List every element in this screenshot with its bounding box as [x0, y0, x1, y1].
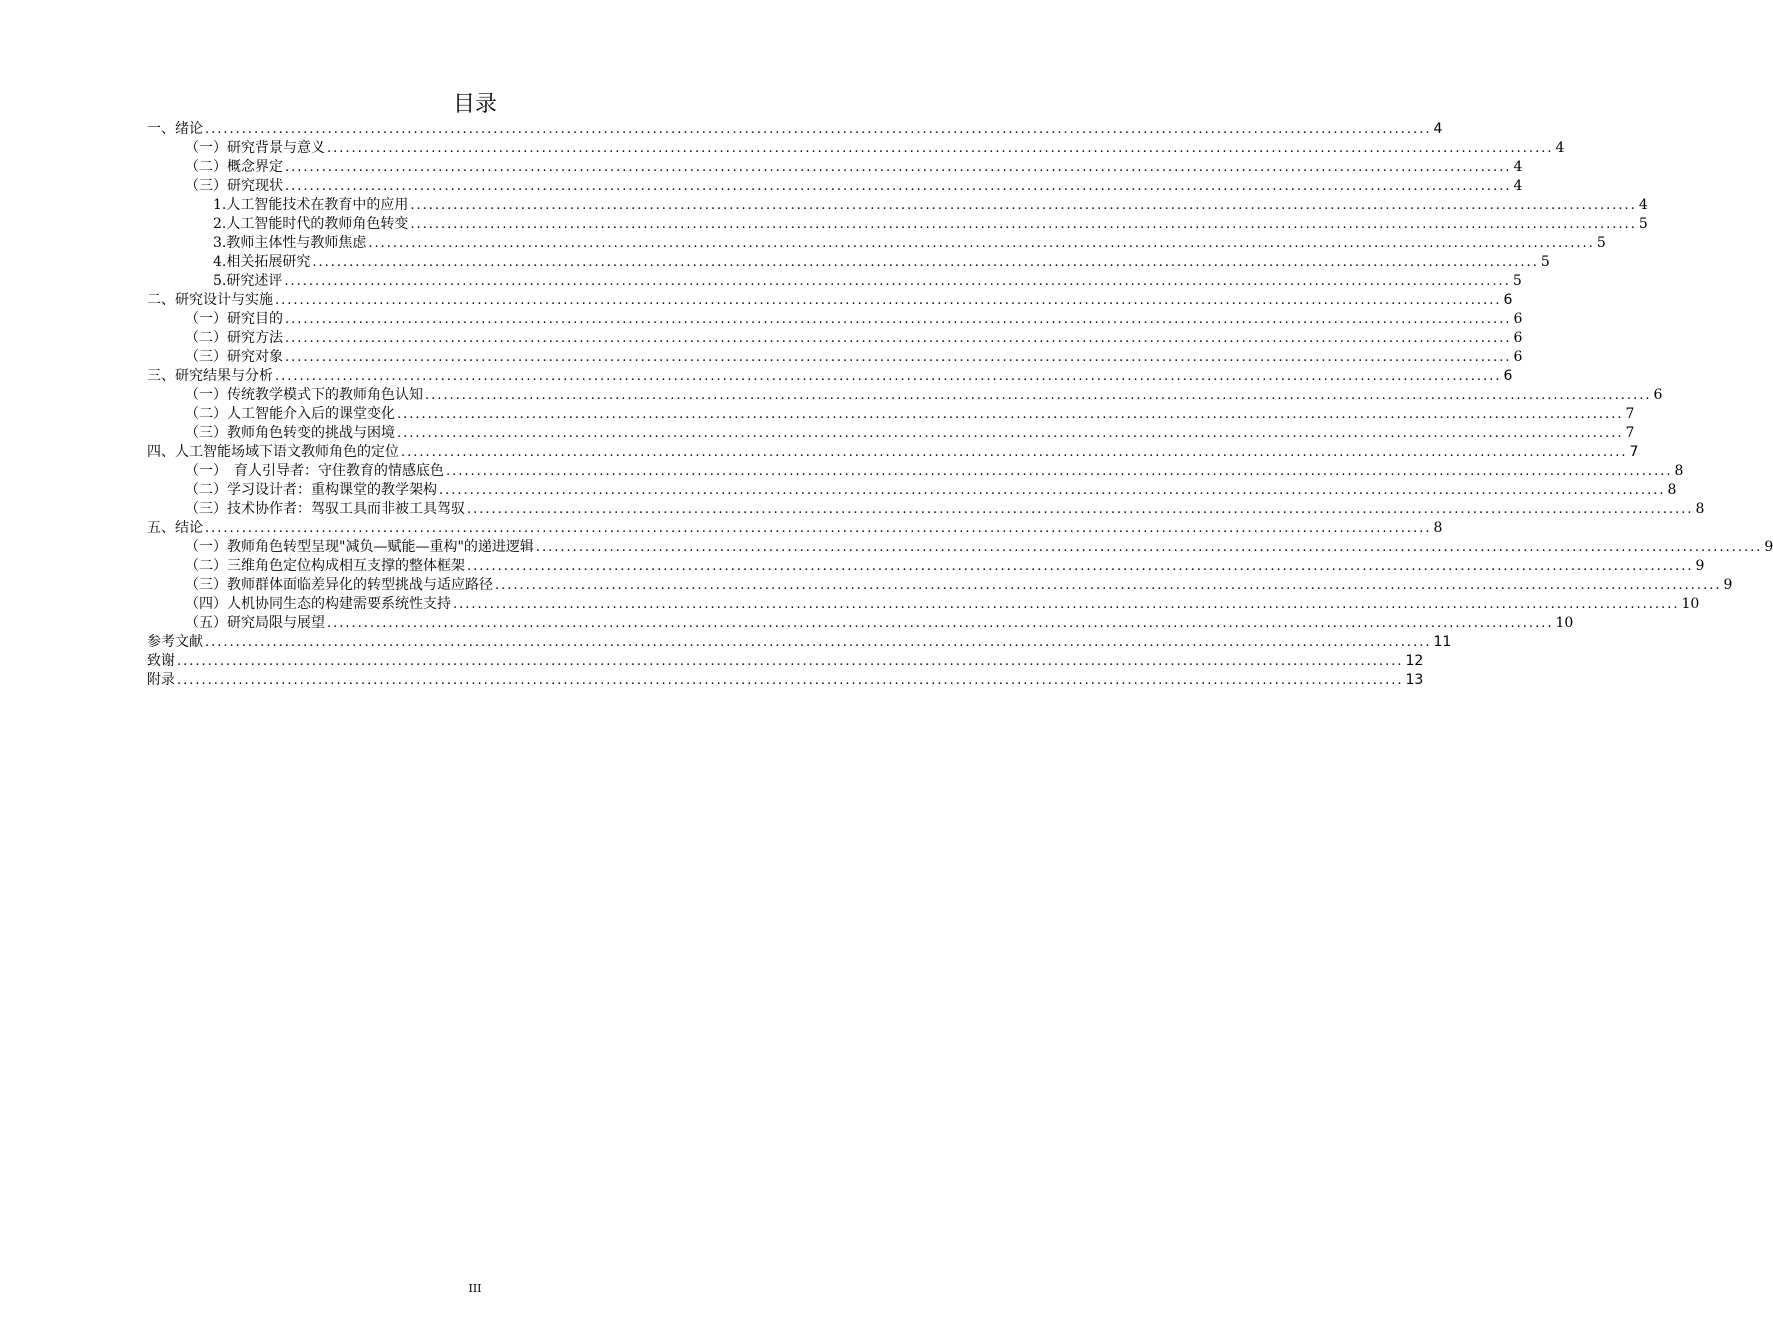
toc-entry-page: 5 [1638, 216, 1648, 232]
toc-leader-dots: ........................................................................................................................................................................................................ [285, 312, 1512, 327]
toc-entry[interactable] [147, 462, 1684, 481]
toc-entry-page: 10 [1555, 615, 1574, 631]
toc-entry[interactable] [147, 481, 1677, 500]
toc-entry-page: 12 [1405, 653, 1424, 669]
toc-entry-page: 8 [1667, 482, 1677, 498]
toc-entry-page: 9 [1764, 539, 1773, 555]
toc-entry[interactable] [147, 500, 1705, 519]
toc-entry-label: 二、研究设计与实施 [147, 292, 273, 308]
toc-entry[interactable] [147, 614, 1574, 633]
toc-entry-label: 附录 [147, 672, 175, 688]
toc-entry-page: 5 [1512, 273, 1522, 289]
toc-entry-label: （一）教师角色转型呈现"减负—赋能—重构"的递进逻辑 [185, 539, 534, 555]
toc-entry-label: （二）三维角色定位构成相互支撑的整体框架 [185, 558, 465, 574]
toc-entry-page: 4 [1638, 197, 1648, 213]
toc-leader-dots: ........................................................................................................................................................................................................ [327, 141, 1554, 156]
toc-entry[interactable] [147, 348, 1523, 367]
toc-entry-page: 7 [1629, 444, 1639, 460]
toc-leader-dots: ........................................................................................................................................................................................................ [285, 331, 1512, 346]
toc-leader-dots: ........................................................................................................................................................................................................ [397, 426, 1624, 441]
toc-entry-label: 5.研究述评 [213, 273, 283, 289]
toc-entry[interactable] [147, 538, 1773, 557]
page-number: III [468, 1282, 482, 1295]
toc-entry-label: （一）传统教学模式下的教师角色认知 [185, 387, 423, 403]
toc-entry-label: （三）技术协作者：驾驭工具而非被工具驾驭 [185, 501, 465, 517]
toc-leader-dots: ........................................................................................................................................................................................................ [285, 350, 1512, 365]
toc-entry-page: 9 [1723, 577, 1733, 593]
toc-entry[interactable] [147, 576, 1733, 595]
toc-entry-label: 三、研究结果与分析 [147, 368, 273, 384]
toc-entry-label: （三）研究对象 [185, 349, 283, 365]
toc-entry-page: 6 [1653, 387, 1663, 403]
toc-entry[interactable] [147, 595, 1700, 614]
toc-leader-dots: ........................................................................................................................................................................................................ [275, 369, 1502, 384]
toc-entry-label: 参考文献 [147, 634, 203, 650]
toc-entry-label: （二）人工智能介入后的课堂变化 [185, 406, 395, 422]
toc-entry-page: 10 [1681, 596, 1700, 612]
toc-leader-dots: ........................................................................................................................................................................................................ [312, 255, 1539, 270]
toc-entry-page: 8 [1695, 501, 1705, 517]
toc-entry[interactable] [147, 367, 1513, 386]
toc-entry-page: 4 [1513, 178, 1523, 194]
toc-entry-label: 致谢 [147, 653, 175, 669]
toc-entry-label: （三）教师群体面临差异化的转型挑战与适应路径 [185, 577, 493, 593]
toc-entry[interactable] [147, 671, 1424, 690]
toc-entry[interactable] [147, 329, 1523, 348]
toc-entry-page: 5 [1540, 254, 1550, 270]
toc-entry-label: （一）研究目的 [185, 311, 283, 327]
toc-entry[interactable] [147, 310, 1523, 329]
toc-entry-label: （三）研究现状 [185, 178, 283, 194]
toc-entry[interactable] [147, 519, 1443, 538]
toc-entry[interactable] [147, 177, 1523, 196]
toc-entry-page: 6 [1513, 349, 1523, 365]
toc-entry[interactable] [147, 253, 1550, 272]
toc-leader-dots: ........................................................................................................................................................................................................ [327, 616, 1554, 631]
toc-entry-label: 2.人工智能时代的教师角色转变 [213, 216, 409, 232]
toc-leader-dots: ........................................................................................................................................................................................................ [410, 198, 1637, 213]
toc-entry-label: 一、绪论 [147, 121, 203, 137]
toc-entry[interactable] [147, 557, 1705, 576]
toc-entry[interactable] [147, 291, 1513, 310]
toc-entry[interactable] [147, 139, 1565, 158]
toc-leader-dots: ........................................................................................................................................................................................................ [205, 521, 1432, 536]
toc-entry-page: 13 [1405, 672, 1424, 688]
toc-entry[interactable] [147, 443, 1639, 462]
toc-leader-dots: ........................................................................................................................................................................................................ [446, 464, 1673, 479]
toc-entry-page: 6 [1513, 330, 1523, 346]
toc-entry[interactable] [147, 158, 1523, 177]
toc-entry[interactable] [147, 652, 1424, 671]
toc-leader-dots: ........................................................................................................................................................................................................ [439, 483, 1666, 498]
toc-entry[interactable] [147, 234, 1606, 253]
toc-entry-label: （三）教师角色转变的挑战与困境 [185, 425, 395, 441]
toc-entry-page: 4 [1555, 140, 1565, 156]
toc-leader-dots: ........................................................................................................................................................................................................ [410, 217, 1637, 232]
toc-entry-page: 4 [1513, 159, 1523, 175]
toc-leader-dots: ........................................................................................................................................................................................................ [401, 445, 1628, 460]
toc-leader-dots: ........................................................................................................................................................................................................ [285, 179, 1512, 194]
toc-entry[interactable] [147, 424, 1635, 443]
toc-entry-label: （一） 育人引导者：守住教育的情感底色 [185, 463, 444, 479]
toc-leader-dots: ........................................................................................................................................................................................................ [495, 578, 1722, 593]
toc-entry-page: 5 [1596, 235, 1606, 251]
toc-entry-page: 9 [1695, 558, 1705, 574]
toc-entry-page: 6 [1513, 311, 1523, 327]
toc-entry-label: （四）人机协同生态的构建需要系统性支持 [185, 596, 451, 612]
toc-leader-dots: ........................................................................................................................................................................................................ [467, 559, 1694, 574]
toc-entry[interactable] [147, 196, 1648, 215]
toc-leader-dots: ........................................................................................................................................................................................................ [177, 673, 1404, 688]
toc-entry[interactable] [147, 215, 1648, 234]
toc-leader-dots: ........................................................................................................................................................................................................ [397, 407, 1624, 422]
toc-entry-label: 3.教师主体性与教师焦虑 [213, 235, 367, 251]
toc-leader-dots: ........................................................................................................................................................................................................ [177, 654, 1404, 669]
toc-leader-dots: ........................................................................................................................................................................................................ [205, 635, 1432, 650]
toc-entry[interactable] [147, 405, 1635, 424]
toc-leader-dots: ........................................................................................................................................................................................................ [284, 274, 1511, 289]
toc-entry[interactable] [147, 386, 1663, 405]
toc-entry-label: （二）学习设计者：重构课堂的教学架构 [185, 482, 437, 498]
toc-entry-page: 7 [1625, 425, 1635, 441]
toc-entry[interactable] [147, 633, 1452, 652]
toc-entry-label: 1.人工智能技术在教育中的应用 [213, 197, 409, 213]
toc-leader-dots: ........................................................................................................................................................................................................ [453, 597, 1680, 612]
page-title: 目录 [452, 92, 497, 117]
toc-leader-dots: ........................................................................................................................................................................................................ [535, 540, 1763, 555]
toc-leader-dots: ........................................................................................................................................................................................................ [425, 388, 1652, 403]
toc-entry-label: 4.相关拓展研究 [213, 254, 311, 270]
toc-entry-label: 五、结论 [147, 520, 203, 536]
toc-entry-page: 8 [1674, 463, 1684, 479]
toc-entry-label: （二）概念界定 [185, 159, 283, 175]
toc-leader-dots: ........................................................................................................................................................................................................ [285, 160, 1512, 175]
toc-entry-page: 11 [1433, 634, 1452, 650]
table-of-contents [147, 120, 1773, 690]
toc-entry-label: （二）研究方法 [185, 330, 283, 346]
toc-entry-page: 6 [1503, 292, 1513, 308]
toc-entry-page: 4 [1433, 121, 1443, 137]
toc-entry-label: （一）研究背景与意义 [185, 140, 325, 156]
toc-leader-dots: ........................................................................................................................................................................................................ [368, 236, 1595, 251]
toc-leader-dots: ........................................................................................................................................................................................................ [205, 122, 1432, 137]
toc-entry-page: 7 [1625, 406, 1635, 422]
toc-entry-page: 6 [1503, 368, 1513, 384]
toc-entry-label: （五）研究局限与展望 [185, 615, 325, 631]
toc-entry-page: 8 [1433, 520, 1443, 536]
toc-entry[interactable] [147, 272, 1522, 291]
toc-entry-label: 四、人工智能场域下语文教师角色的定位 [147, 444, 399, 460]
toc-leader-dots: ........................................................................................................................................................................................................ [275, 293, 1502, 308]
toc-entry[interactable] [147, 120, 1443, 139]
toc-leader-dots: ........................................................................................................................................................................................................ [467, 502, 1694, 517]
